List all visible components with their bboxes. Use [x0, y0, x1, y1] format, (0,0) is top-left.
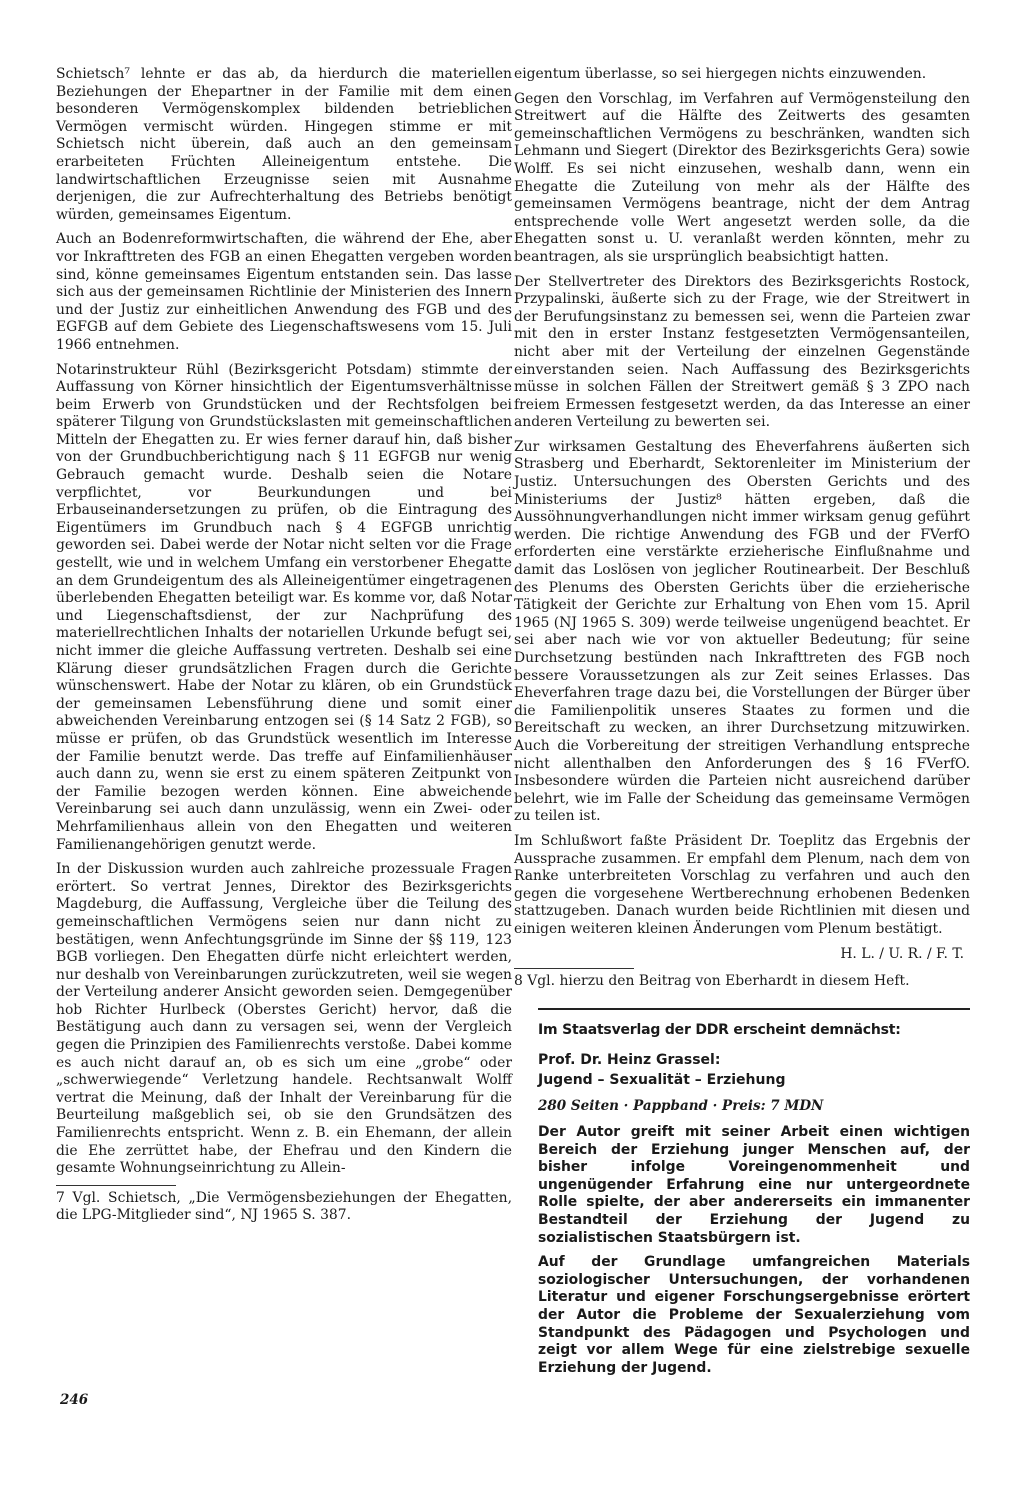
paragraph: Im Schlußwort faßte Präsident Dr. Toeplitz das Ergebnis der Aussprache zusammen. Er empfahl dem Plenum, nach dem von Ranke unterbreiteten Vorschlag zu verfahren und auch den gegen die vorgesehene Wertberechnung erhobenen Bedenken stattzugeben. Danach wurden beide Richtlinien mit diesen und einigen weiteren kleinen Änderungen vom Plenum bestätigt.: [514, 832, 970, 937]
paragraph: Gegen den Vorschlag, im Verfahren auf Vermögensteilung den Streitwert auf die Hälfte des Zeitwerts des gesamten gemeinschaftlichen Vermögens zu beschränken, wandten sich Lehmann und Siegert (Direktor des Bezirksgerichts Gera) sowie Wolff. Es sei nicht einzusehen, weshalb dann, wenn ein Ehegatte die Zuteilung von mehr als der Hälfte des gemeinsamen Vermögens beantrage, nicht der dem Antrag entsprechende volle Wert angesetzt werden solle, da die Ehegatten sonst u. U. veranlaßt werden könnten, mehr zu beantragen, als sie ursprünglich beabsichtigt hatten.: [514, 90, 970, 265]
ad-paragraph: Auf der Grundlage umfangreichen Materials soziologischer Untersuchungen, der vorhandenen Literatur und eigener Forschungsergebnisse erörtert der Autor die Probleme der Sexualerziehung vom Standpunkt des Pädagogen und Psychologen und zeigt vor allem Wege für eine zielstrebige sexuelle Erziehung der Jugend.: [538, 1254, 970, 1376]
paragraph: Notarinstrukteur Rühl (Bezirksgericht Potsdam) stimmte der Auffassung von Körner hinsichtlich der Eigentumsverhältnisse beim Erwerb von Grundstücken und der Rechtsfolgen bei späterer Tilgung von Grundstückslasten mit gemeinschaftlichen Mitteln der Ehegatten zu. Er wies ferner darauf hin, daß bisher von der Grundbuchberichtigung nach § 11 EGFGB nur wenig Gebrauch gemacht wurde. Deshalb seien die Notare verpflichtet, vor Beurkundungen und bei Erbauseinandersetzungen zu prüfen, ob die Eintragung des Eigentümers im Grundbuch nach § 4 EGFGB unrichtig geworden sei. Dabei werde der Notar nicht selten vor die Frage gestellt, wie und in welchem Umfang ein verstorbener Ehegatte an dem Grundeigentum des als Alleineigentümer eingetragenen überlebenden Ehegatten beteiligt war. Es komme vor, daß Notar und Liegenschaftsdienst, der zur Nachprüfung des materiellrechtlichen Inhalts der notariellen Urkunde befugt sei, nicht immer die gleiche Auffassung vertreten. Deshalb sei eine Klärung dieser grundsätzlichen Fragen durch die Gerichte wünschenswert. Habe der Notar zu klären, ob ein Grundstück der gemeinsamen Lebensführung diene und somit einer abweichenden Vereinbarung entzogen sei (§ 14 Satz 2 FGB), so müsse er prüfen, ob das Grundstück wesentlich im Interesse der Familie benutzt werde. Das treffe auf Einfamilienhäuser auch dann zu, wenn sie erst zu einem späteren Zeitpunkt von der Familie bezogen werden können. Eine abweichende Vereinbarung sei auch dann unzulässig, wenn ein Zwei- oder Mehrfamilienhaus allein von den Ehegatten und weiteren Familienangehörigen genutzt werde.: [56, 361, 512, 853]
ad-header: Im Staatsverlag der DDR erscheint demnächst:: [538, 1022, 901, 1039]
ad-title: Jugend – Sexualität – Erziehung: [538, 1072, 786, 1089]
footnote: 7 Vgl. Schietsch, „Die Vermögensbeziehungen der Ehegatten, die LPG-Mitglieder sind“, NJ 1965 S. 387.: [56, 1189, 512, 1224]
ad-meta: 280 Seiten · Pappband · Preis: 7 MDN: [538, 1098, 824, 1115]
publisher-ad: [538, 1022, 970, 1377]
paragraph: Auch an Bodenreformwirtschaften, die während der Ehe, aber vor Inkrafttreten des FGB an einen Ehegatten vergeben worden sind, könne gemeinsames Eigentum entstanden sein. Das lasse sich aus der gemeinsamen Richtlinie der Ministerien des Innern und der Justiz zur einheitlichen Anwendung des FGB und des EGFGB auf dem Gebiete des Liegenschaftswesens vom 15. Juli 1966 entnehmen.: [56, 231, 512, 353]
paragraph: Schietsch⁷ lehnte er das ab, da hierdurch die materiellen Beziehungen der Ehepartner in der Familie mit dem einen besonderen Vermögenskomplex bildenden betrieblichen Vermögen vermischt würden. Hingegen stimme er mit Schietsch nicht überein, daß auch an den gemeinsam erarbeiteten Früchten Alleineigentum entstehe. Die landwirtschaftlichen Erzeugnisse seien mit Ausnahme derjenigen, die zur Aufrechterhaltung des Betriebs benötigt würden, gemeinsames Eigentum.: [56, 66, 512, 223]
paragraph: eigentum überlasse, so sei hiergegen nichts einzuwenden.: [514, 66, 927, 82]
page-number: 246: [60, 1392, 89, 1408]
ad-divider: [538, 1008, 970, 1010]
author-initials: H. L. / U. R. / F. T.: [840, 945, 964, 962]
left-column: [56, 66, 512, 1232]
footnote-divider: [56, 1185, 176, 1186]
ad-author: Prof. Dr. Heinz Grassel:: [538, 1052, 721, 1069]
footnote: 8 Vgl. hierzu den Beitrag von Eberhardt in diesem Heft.: [514, 972, 910, 989]
right-column: [514, 66, 970, 1384]
footnote-divider: [514, 968, 634, 969]
ad-paragraph: Der Autor greift mit seiner Arbeit einen wichtigen Bereich der Erziehung junger Menschen auf, der bisher infolge Voreingenommenheit und ungenügender Erfahrung eine nur untergeordnete Rolle spielte, der aber andererseits ein immanenter Bestandteil der Erziehung der Jugend zu sozialistischen Staatsbürgern ist.: [538, 1124, 970, 1246]
paragraph: Zur wirksamen Gestaltung des Eheverfahrens äußerten sich Strasberg und Eberhardt, Sektorenleiter im Ministerium der Justiz. Untersuchungen des Obersten Gerichts und des Ministeriums der Justiz⁸ hätten ergeben, daß die Aussöhnungverhandlungen nicht immer wirksam genug geführt werden. Die richtige Anwendung des FGB und der FVerfO erforderten eine verstärkte erzieherische Einflußnahme und damit das Loslösen von jeglicher Routinearbeit. Der Beschluß des Plenums des Obersten Gerichts über die erzieherische Tätigkeit der Gerichte zur Erhaltung von Ehen vom 15. April 1965 (NJ 1965 S. 309) werde teilweise ungenügend beachtet. Er sei aber nach wie vor von aktueller Bedeutung; für seine Durchsetzung bestünden nach Inkrafttreten des FGB noch bessere Voraussetzungen als zur Zeit seines Erlasses. Das Eheverfahren trage dazu bei, die Vorstellungen der Bürger über die Familienpolitik unseres Staates zu formen und die Bereitschaft zu wecken, an ihrer Durchsetzung mitzuwirken. Auch die Vorbereitung der streitigen Verhandlung entspreche nicht allenthalben den Anforderungen des § 16 FVerfO. Insbesondere würden die Parteien nicht ausreichend darüber belehrt, wie im Falle der Scheidung das gemeinsame Vermögen zu teilen ist.: [514, 438, 970, 825]
paragraph: In der Diskussion wurden auch zahlreiche prozessuale Fragen erörtert. So vertrat Jennes, Direktor des Bezirksgerichts Magdeburg, die Auffassung, Vergleiche über die Teilung des gemeinschaftlichen Vermögens seien nur dann nicht zu bestätigen, wenn Anfechtungsgründe im Sinne der §§ 119, 123 BGB vorliegen. Den Ehegatten dürfe nicht erleichtert werden, nur deshalb von Vereinbarungen zurückzutreten, weil sie wegen der Verteilung anderer Ansicht geworden seien. Demgegenüber hob Richter Hurlbeck (Oberstes Gericht) hervor, daß die Bestätigung auch dann zu versagen sei, wenn der Vergleich gegen die Prinzipien des Familienrechts verstoße. Dabei komme es auch nicht darauf an, ob es sich um eine „grobe“ oder „schwerwiegende“ Verletzung handele. Rechtsanwalt Wolff vertrat die Meinung, daß der Inhalt der Vereinbarung für die Beurteilung maßgeblich sei, ob sie den Grundsätzen des Familienrechts entspricht. Wenn z. B. ein Ehemann, der allein die Ehe zerrüttet habe, der Ehefrau und den Kindern die gesamte Wohnungseinrichtung zu Allein-: [56, 861, 512, 1177]
paragraph: Der Stellvertreter des Direktors des Bezirksgerichts Rostock, Przypalinski, äußerte sich zu der Frage, wie der Streitwert in der Berufungsinstanz zu bemessen sei, wenn die Parteien zwar mit den in erster Instanz festgesetzten Vermögensanteilen, nicht aber mit der Verteilung der einzelnen Gegenstände einverstanden seien. Nach Auffassung des Bezirksgerichts müsse in solchen Fällen der Streitwert gemäß § 3 ZPO nach freiem Ermessen festgesetzt werden, da das Interesse an einer anderen Verteilung zu bewerten sei.: [514, 273, 970, 431]
